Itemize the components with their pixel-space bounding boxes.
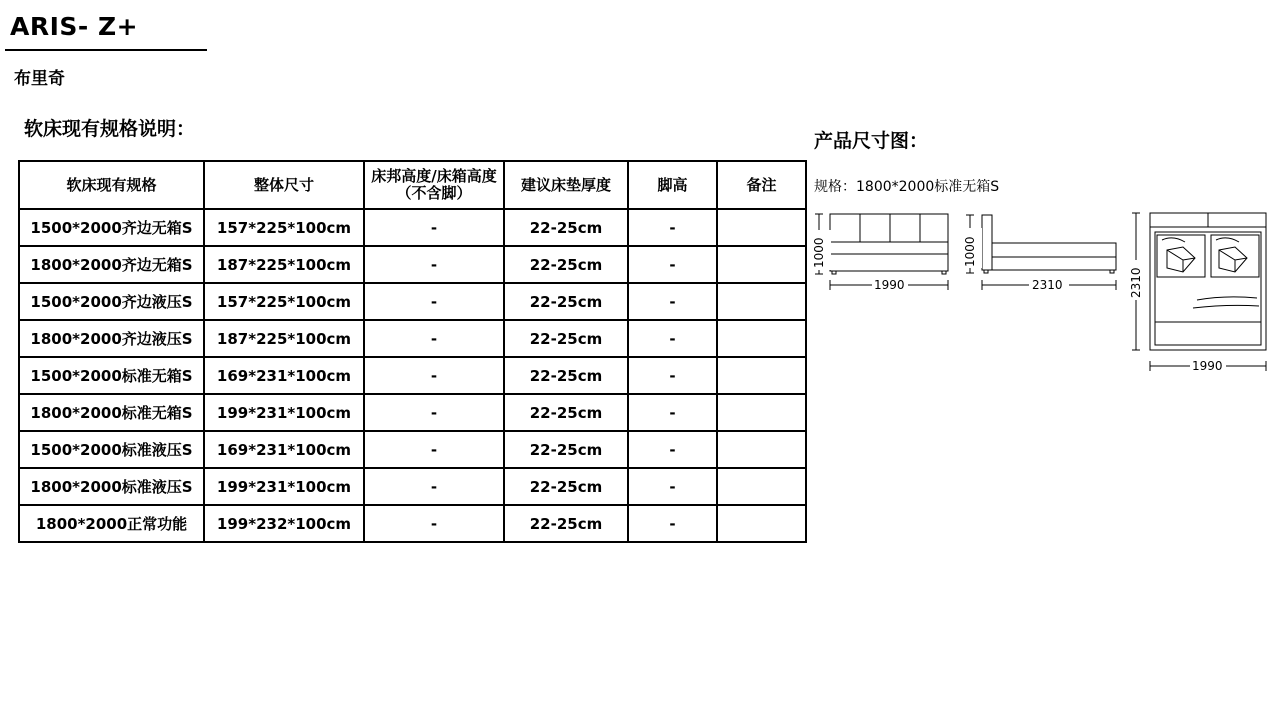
leg-height-cell: -: [628, 209, 717, 246]
table-row: [19, 246, 806, 283]
mattress-thickness-cell: 22-25cm: [504, 357, 628, 394]
side-height-label: 1000: [963, 236, 977, 267]
spec-section-heading: 软床现有规格说明：: [24, 118, 196, 140]
diagram-spec-label: 规格：1800*2000标准无箱S: [814, 179, 1000, 195]
col-header-frame-height: 床邦高度/床箱高度（不含脚）: [364, 161, 504, 209]
spec-cell: 1500*2000齐边无箱S: [19, 209, 204, 246]
leg-height-cell: -: [628, 431, 717, 468]
mattress-thickness-cell: 22-25cm: [504, 505, 628, 542]
table-row: [19, 283, 806, 320]
frame-height-cell: -: [364, 246, 504, 283]
overall-size-cell: 187*225*100cm: [204, 320, 364, 357]
overall-size-cell: 199*232*100cm: [204, 505, 364, 542]
overall-size-cell: 199*231*100cm: [204, 468, 364, 505]
mattress-thickness-cell: 22-25cm: [504, 283, 628, 320]
col-header-overall-size: 整体尺寸: [204, 161, 364, 209]
top-length-label: 2310: [1129, 267, 1143, 298]
spec-cell: 1800*2000标准无箱S: [19, 394, 204, 431]
spec-cell: 1500*2000标准无箱S: [19, 357, 204, 394]
remarks-cell: [717, 394, 806, 431]
remarks-cell: [717, 505, 806, 542]
remarks-cell: [717, 283, 806, 320]
table-row: [19, 394, 806, 431]
mattress-thickness-cell: 22-25cm: [504, 246, 628, 283]
col-header-spec: 软床现有规格: [19, 161, 204, 209]
mattress-thickness-cell: 22-25cm: [504, 431, 628, 468]
remarks-cell: [717, 468, 806, 505]
spec-cell: 1500*2000标准液压S: [19, 431, 204, 468]
table-row: [19, 431, 806, 468]
spec-table: [18, 160, 807, 543]
remarks-cell: [717, 431, 806, 468]
spec-cell: 1800*2000齐边液压S: [19, 320, 204, 357]
frame-height-cell: -: [364, 431, 504, 468]
top-width-label: 1990: [1192, 359, 1223, 373]
overall-size-cell: 169*231*100cm: [204, 431, 364, 468]
table-row: [19, 505, 806, 542]
remarks-cell: [717, 357, 806, 394]
top-view-drawing: [1132, 213, 1266, 371]
col-header-mattress-thickness: 建议床垫厚度: [504, 161, 628, 209]
table-header-row: [19, 161, 806, 209]
title-underline: [5, 49, 207, 51]
overall-size-cell: 199*231*100cm: [204, 394, 364, 431]
frame-height-cell: -: [364, 394, 504, 431]
mattress-thickness-cell: 22-25cm: [504, 320, 628, 357]
mattress-thickness-cell: 22-25cm: [504, 468, 628, 505]
frame-height-cell: -: [364, 320, 504, 357]
spec-cell: 1800*2000齐边无箱S: [19, 246, 204, 283]
brand-name: 布里奇: [14, 69, 65, 89]
frame-height-cell: -: [364, 209, 504, 246]
overall-size-cell: 157*225*100cm: [204, 209, 364, 246]
overall-size-cell: 187*225*100cm: [204, 246, 364, 283]
table-body: [19, 209, 806, 542]
frame-height-cell: -: [364, 283, 504, 320]
leg-height-cell: -: [628, 357, 717, 394]
col-header-leg-height: 脚高: [628, 161, 717, 209]
table-row: [19, 468, 806, 505]
overall-size-cell: 169*231*100cm: [204, 357, 364, 394]
leg-height-cell: -: [628, 394, 717, 431]
spec-cell: 1800*2000标准液压S: [19, 468, 204, 505]
spec-cell: 1800*2000正常功能: [19, 505, 204, 542]
mattress-thickness-cell: 22-25cm: [504, 394, 628, 431]
leg-height-cell: -: [628, 283, 717, 320]
dimension-drawings: [805, 200, 1275, 380]
leg-height-cell: -: [628, 468, 717, 505]
frame-height-cell: -: [364, 505, 504, 542]
side-length-label: 2310: [1032, 278, 1063, 292]
mattress-thickness-cell: 22-25cm: [504, 209, 628, 246]
table-row: [19, 320, 806, 357]
table-row: [19, 357, 806, 394]
front-height-label: 1000: [812, 237, 826, 268]
remarks-cell: [717, 246, 806, 283]
leg-height-cell: -: [628, 505, 717, 542]
remarks-cell: [717, 209, 806, 246]
leg-height-cell: -: [628, 246, 717, 283]
table-row: [19, 209, 806, 246]
frame-height-cell: -: [364, 468, 504, 505]
diagram-heading: 产品尺寸图：: [814, 130, 929, 152]
frame-height-cell: -: [364, 357, 504, 394]
overall-size-cell: 157*225*100cm: [204, 283, 364, 320]
product-title: ARIS- Z+: [10, 12, 139, 41]
spec-cell: 1500*2000齐边液压S: [19, 283, 204, 320]
col-header-remarks: 备注: [717, 161, 806, 209]
remarks-cell: [717, 320, 806, 357]
front-width-label: 1990: [874, 278, 905, 292]
leg-height-cell: -: [628, 320, 717, 357]
